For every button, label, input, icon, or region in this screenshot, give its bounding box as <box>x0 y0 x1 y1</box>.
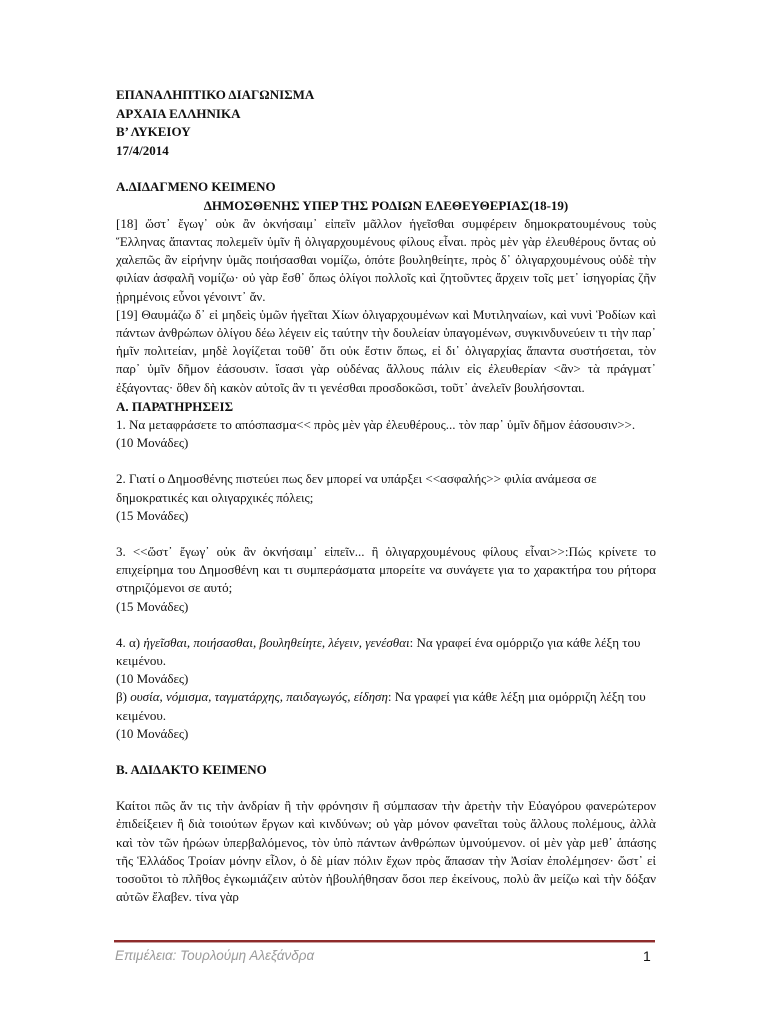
unseen-passage: Καίτοι πῶς ἄν τις τὴν ἀνδρίαν ἢ τὴν φρόνησιν ἢ σύμπασαν τὴν ἀρετὴν τὴν Εὐαγόρου φανερώτερον ἐπιδείξειεν ἢ διὰ τοιούτων ἔργων καὶ κινδύνων; οὐ γὰρ μόνον φανεῖται τοὺς ἄλλους πολέμους, ἀλλὰ καὶ τὸν τῶν ἡρώων ὑπερβαλόμενος, τὸν ὑπὸ πάντων ἀνθρώπων ὑμνούμενον. οἱ μὲν γὰρ μεθ᾽ ἁπάσης τῆς Ἑλλάδος Τροίαν μόνην εἷλον, ὁ δὲ μίαν πόλιν ἔχων πρὸς ἅπασαν τὴν Ἀσίαν ἐπολέμησεν· ὥστ᾽ εἰ τοσοῦτοι τὸ πλῆθος ἐγκωμιάζειν αὐτὸν ἠβουλήθησαν ὅσοι περ ἐκείνους, πολὺ ἂν μείζω καὶ τὴν δόξαν αὐτῶν ἔλαβεν. τίνα γὰρ <box>116 798 656 905</box>
question-3 <box>116 543 656 616</box>
passage-paragraph-19: [19] Θαυμάζω δ᾽ εἰ μηδεὶς ὑμῶν ἡγεῖται Χίων ὀλιγαρχουμένων καὶ Μυτιληναίων, καὶ νυνὶ Ῥοδίων καὶ πάντων ἀνθρώπων ὀλίγου δέω λέγειν εἰς ταύτην τὴν δουλείαν ὑπαγομένων, συγκινδυνεύειν τι τὴν παρ᾽ ἡμῖν πολιτείαν, μηδὲ λογίζεται τοῦθ᾽ ὅτι οὐκ ἔστιν ὅπως, εἰ δι᾽ ὀλιγαρχίας ἅπαντα συστήσεται, τὸν παρ᾽ ὑμῖν δῆμον ἐάσουσιν. ἴσασι γὰρ οὐδένας ἄλλους πάλιν εἰς ἐλευθερίαν <ἂν> τὰ πράγματ᾽ ἐξάγοντας· ὅθεν δὴ κακὸν αὑτοῖς ἂν τι γενέσθαι προσδοκῶσι, τοῦτ᾽ ἀνελεῖν βουλήσονται. <box>116 306 656 395</box>
question-1-points: (10 Μονάδες) <box>116 435 189 451</box>
exam-title: ΕΠΑΝΑΛΗΠΤΙΚΟ ΔΙΑΓΩΝΙΣΜΑ <box>116 87 315 102</box>
section-a-title: Α.ΔΙΔΑΓΜΕΝΟ ΚΕΙΜΕΝΟ <box>116 179 276 195</box>
observations-title: Α. ΠΑΡΑΤΗΡΗΣΕΙΣ <box>116 398 234 414</box>
footer-divider <box>114 940 655 943</box>
question-4a-prefix: 4. α) <box>116 634 144 650</box>
exam-header <box>116 86 656 160</box>
exam-date: 17/4/2014 <box>116 142 169 158</box>
passage-paragraph-18: [18] ὥστ᾽ ἔγωγ᾽ οὐκ ἂν ὀκνήσαιμ᾽ εἰπεῖν μᾶλλον ἡγεῖσθαι συμφέρειν δημοκρατουμένους τοὺς Ἕλληνας ἅπαντας πολεμεῖν ὑμῖν ἢ ὀλιγαρχουμένους φίλους εἶναι. πρὸς μὲν γὰρ ἐλευθέρους ὄντας οὐ χαλεπῶς ἂν εἰρήνην ὑμᾶς ποιήσασθαι νομίζω, ὁπότε βουληθείητε, πρὸς δ᾽ ὀλιγαρχουμένους οὐδὲ τὴν φιλίαν ἀσφαλῆ νομίζω· οὐ γὰρ ἔσθ᾽ ὅπως ὀλίγοι πολλοῖς καὶ ζητοῦντες ἄρχειν τοῖς μετ᾽ ἰσηγορίας ζῆν ᾑρημένοις εὖνοι γένοιντ᾽ ἄν. <box>116 215 656 304</box>
document-page <box>116 86 656 906</box>
section-b-title: Β. ΑΔΙΔΑΚΤΟ ΚΕΙΜΕΝΟ <box>116 762 267 778</box>
exam-subject: ΑΡΧΑΙΑ ΕΛΛΗΝΙΚΑ <box>116 105 241 121</box>
question-4b-points: (10 Μονάδες) <box>116 725 189 741</box>
question-4b-prefix: β) <box>116 689 131 705</box>
question-4a-words: ἡγεῖσθαι, ποιήσασθαι, βουληθείητε, λέγειν, γενέσθαι <box>143 634 410 650</box>
question-4b-instruction: : Να γραφεί για κάθε λέξη μια ομόρριζη λέξη του κειμένου. <box>116 689 646 723</box>
question-4a-instruction: : Να γραφεί ένα ομόρριζο για κάθε λέξη του κειμένου. <box>116 634 641 669</box>
question-2-text: 2. Γιατί ο Δημοσθένης πιστεύει πως δεν μπορεί να υπάρξει <<ασφαλής>> φιλία ανάμεσα σε δημοκρατικές και ολιγαρχικές πόλεις; <box>116 471 597 505</box>
question-1 <box>116 416 656 452</box>
question-4b-text <box>116 688 656 724</box>
question-4 <box>116 634 656 743</box>
question-4a-text <box>116 634 656 670</box>
page-number: 1 <box>643 948 651 964</box>
question-4b-words: ουσία, νόμισμα, ταγματάρχης, παιδαγωγός, είδηση <box>130 689 388 705</box>
question-3-text: 3. <<ὥστ᾽ ἔγωγ᾽ οὐκ ἂν ὀκνήσαιμ᾽ εἰπεῖν... ἢ ὀλιγαρχουμένους φίλους εἶναι>>:Πώς κρίνετε το επιχείρημα του Δημοσθένη και τι συμπεράσματα μπορείτε να συνάγετε για το χαρακτήρα του ρήτορα στηριζόμενοι σε αυτό; <box>116 544 656 596</box>
question-4a-points: (10 Μονάδες) <box>116 671 189 687</box>
question-2-points: (15 Μονάδες) <box>116 507 189 523</box>
question-1-text: 1. Να μεταφράσετε το απόσπασμα<< πρὸς μὲν γὰρ ἐλευθέρους... τὸν παρ᾽ ὑμῖν δῆμον ἐάσουσιν>>. <box>116 417 636 433</box>
question-3-points: (15 Μονάδες) <box>116 598 189 614</box>
exam-grade: Β’ ΛΥΚΕΙΟΥ <box>116 124 191 140</box>
footer-author: Επιμέλεια: Τουρλούμη Αλεξάνδρα <box>115 948 315 963</box>
section-a-subtitle: ΔΗΜΟΣΘΕΝΗΣ ΥΠΕΡ ΤΗΣ ΡΟΔΙΩΝ ΕΛΕΘΕΥΘΕΡΙΑΣ(18-19) <box>203 197 569 213</box>
question-2 <box>116 470 656 525</box>
